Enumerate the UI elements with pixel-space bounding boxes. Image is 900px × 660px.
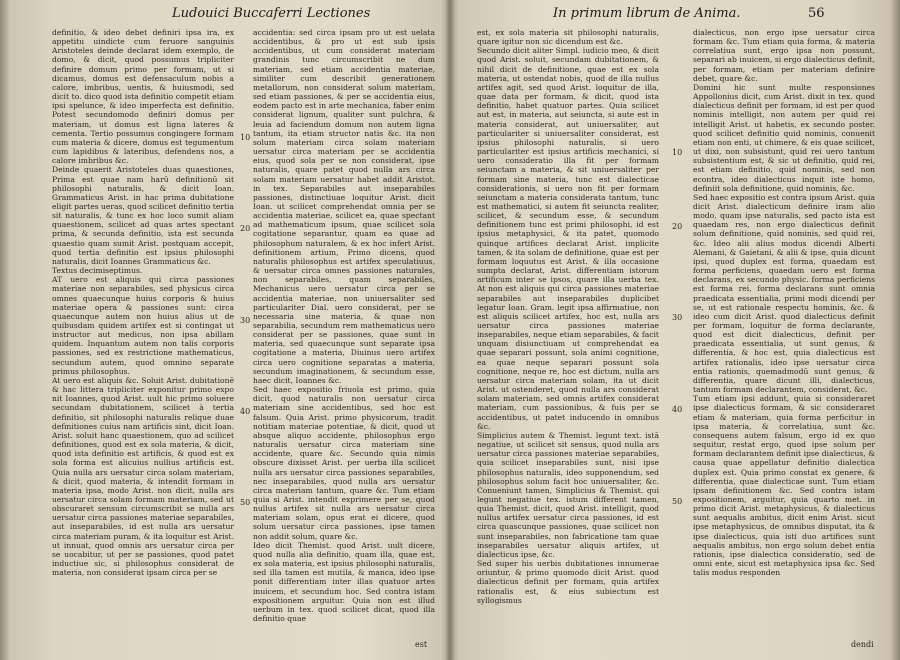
left-page-column-2: accidentia: sed circa ipsam pro ut est uelata accidentibus, & pro ut est sub ipsis accidentibus, ut cum considerat materiam grandinis tunc circumscribit ne dum materiam, sed etiam accidentia materiae, similiter cum describit generationem metallorum, non considerat solum materiam, sed etiam passiones, & per se accidentia eius, eodem pacto est in arte mechanica, faber enim considerat lignum, qualiter sunt pulchra, & leuia ad faciendum domum non autem ligna tantum, ita etiam structor natis &c. ita non solum materiam circa solam materiam uersatur circa materiam per se accidentia eius, quod sola per se non considerat, ipse naturalis, quare patet quod nulla ars circa solam materiam uersatur habet addit Aristot. in tex. Separabiles aut inseparabiles passiones, distinctiuae loquitur Arist. dicit Ioan. ut scilicet comprehendat omnia per se accidentia materiae, scilicet ea, quae spectant ad mathematicum ipsum, quae scilicet sola cogitatione separantur, quam ea quae ad philosophum naturalem, & ex hoc infert Arist. definitionem artium, Primo dicens, quod naturalis philosophus est artifex speculatiuus, & uersatur circa omnes passiones naturales, non separabiles, quam separabiles, Mechanicus uero uersatur circa per se accidentia materiae, non uniuersaliter sed particulariter Dial. uero considerat, per se necessaria sine materia, & quae non separabilia, secundum rem mathematicus uero considerat per se passiones, quae sunt in materia, sed quaecunque sunt separate ipsa cogitatione a materia, Diuinus uero artifex circa uero cognitione separatas a materia, secundum imaginationem, & secundum esse, haec dicit, Ioannes &c. Sed haec expositio friuola est primo, quia dicit, quod naturalis non uersatur circa materiam sine accidentibus, sed hoc est falsum. Quia Arist. primo physicorum, tradit notitiam materiae potentiae, & dicit, quod ut absque aliquo accidente, philosophus ergo naturalis uersatur circa materiam sine accidente, quare &c. Secundo quia nimis obscure dixisset Arist. per uerba illa scilicet nulla ars uersatur circa passiones separabiles, nec inseparabiles, quod nulla ars uersatur circa materiam tantum, quare &c. Tum etiam quia si Arist. intendit exprimere per se, quod nullus artifex sit nulla ars uersatur circa materiam solam, opus erat ei dicere, quod solum uersatur circa passiones, ipse tamen non addit solum, quare &c. Ideo dicit Themist. quod Arist. uult dicere, quod nulla alia definitio, quam illa, quae est, ex sola materia, est ipsius philosophi naturalis, sed illa tamen est mutila, & manca, ideo ipse ponit differentiam inter illas quatuor artes inuicem, et secundum hoc. Sed contra istam expositionem arguitur. Quia non est illud uerbum in tex. quod scilicet dicat, quod illa definitio quae [253,28,435,623]
line-number-10: 10 [240,133,251,142]
right-running-header: In primum librum de Anima. [553,6,741,21]
catchword: dendi [851,640,874,649]
line-number-20: 20 [672,222,683,231]
line-number-10: 10 [672,148,683,157]
right-page [451,0,900,660]
left-running-header: Ludouici Buccaferri Lectiones [172,6,371,21]
line-number-20: 20 [240,224,251,233]
left-page-column-1: definitio, & ideo debet definiri ipsa ira, ex appetitu uindicte cum feruore sanguinis Aristoteles deinde declarat idem exemplo, de domo, & dicit, quod possumus tripliciter definire domum primo per formam, ut si dicamus, domus est defensaculum nobis a calore, imbribus, uentis, & huiusmodi, sed dicit to. dico quod ista definitio competit etiam ipsi spelunce, & ideo imperfecta est definitio. Potest secundomodo definiri domus per materiam, ut domus est ligna lateres & cementa. Tertio possumus congingere formam cum materia & dicere, domus est tegumentum cum lapidibus & lateribus, defendens nos, a calore imbribus &c. Deinde quaerit Aristoteles duas quaestiones, Prima est quae nam harū definitionū sit philosophi naturalis, & dicit Ioan. Grammaticus Arist. in hac prima dubitatione eligit partes ueras, quod scilicet definitio tertia sit naturalis, & tunc ex hoc loco sumit aliam quaestionem, scilicet ad quas artes spectant prima, & secunda definitio, ista est secunda quaestio quam sumit Arist. postquam accepit, quod tertia definitio est ipsius philosophi naturalis, dicit Ioannes Grammaticus &c. Textus decimiseptimus. AT uero est aliquis qui circa passiones materiae non separabiles, sed physicus circa omnes quaecunque huius corporis & huius materiae opera & passiones sunt: circa quaecunque autem non huius alius ut de quibusdam quidem artifex est si contingat ut instructor aut medicus, non ipsa abillam quidem. Inquantum autem non talis corporis passiones, sed ex restrictione mathematicus, secundum autem, quod omnino separate primus philosophus. At uero est aliquis &c. Soluit Arist. dubitationē & hac littera tripliciter exponitur primo expo nit Ioannes, quod Arist. uult hic primo soluere secundam dubitationem, scilicet à tertia definitio, sit philosophi naturalis relique duae definitiones cuius nam artificis sint, dicit Ioan. Arist. soluit hanc quaestionem, quo ad scilicet definitiones, quod est ex sola materia, & dicit, quod ista definitio est artificis, & quod est ex sola forma est alicuius nullius artificis est. Quia nulla ars uersatur circa solam materiam, & dicit, quod materia, & intendit formam in materia ipsa, modo Arist. non dicit, nulla ars uersatur circa solam formam materiam, sed ut obscuraret sensum circumscribit se nulla ars uersatur circa passiones materiae separabiles, aut inseparabiles, id est nulla ars uersatur circa materiam puram, & ita loquitur est Arist. ut innuat, quod omnis ars uersatur circa per se uocabitur, ut per se passiones, quod patet inductiue sic, si philosophus considerat de materia, non considerat ipsam circa per se [52,28,234,578]
line-number-50: 50 [240,498,251,507]
left-page [0,0,449,660]
line-number-40: 40 [240,407,251,416]
line-number-40: 40 [672,405,683,414]
catchword: est [415,640,428,649]
line-number-30: 30 [672,313,683,322]
line-number-30: 30 [240,316,251,325]
line-number-50: 50 [672,497,683,506]
page-number: 56 [808,6,825,21]
right-page-column-1: est, ex sola materia sit philosophi naturalis, quare igitur non sic dicendum est &c. Secundo dicit aliter Simpl. iudicio meo, & dicit quod Arist. soluit, secundam dubitationem, & nihil dicit de definitione, quae est ex sola materia, ut ostendat nobis, quod de illa nullus artifex agit, sed quod Arist. loquitur de illa, quae data per formam, & dicit, quod ista definitio, habet quatuor partes. Quia scilicet aut est, in materia, aut seiuncta, si aute est in materia considerat, aut uniuersaliter, aut particulariter si uniuersaliter considerat, est ipsius philosophi naturalis, si uero particulariter est ipsius artificis mechanici, si uero consideratio illa fit per formam seiunctam a materia, & sit uniuersaliter per formam sine materia, tunc est dialecticae considerationis, si uero non fit per formam seiunctam a materia considerata tantum, tunc est mathematici, si autem fit seiuncta realiter, scilicet, & secundum esse, & secundum definitionem tunc est primi philosophi, id est ipsius metaphysici, & ita patet, quomodo quinque artifices declarat Arist. implicite tamen, & ita solam de definitione, quae est per formam loquutus est Arist. & illa occasione sumpta declarat, Arist. differentiam istorum artificum inter se ipsos, quare illa uerba tex. At non est aliquis qui circa passiones materiae separabiles aut inseparabiles duplicibet legatur Ioan. Gram. legit ipsa affirmatiue, non est aliquis scilicet artifex, hoc est, nulla ars uersatur circa passiones materiae inseparabiles, neque etiam separabiles, & facit unquam disiunctiuam ut comprehendat ea quae separari possunt, sola animi cognitione, ea quae neque separari possunt sola cognitione, neque re, hoc est dictum, nulla ars uersatur circa materiam solam, ita ut dicit Arist. ut ostenderet, quod nulla ars considerat solam materiam, sed omnis artifex considerat materiam, cum passionibus, & fuis per se accidentibus, ut patet inducendo in omnibus &c. Simplicius autem & Themist. legunt text. istā negatiue, ut scilicet sit sensus, quod nulla ars uersatur circa passiones materiae separabiles, quia scilicet inseparabiles sunt, nisi ipse philosophus naturalis, ideo supponendum, sed philosophus solum facit hoc uniuersaliter, &c. Conueniunt tamen, Simplicius & Themist. qui legunt negatiue tex. istum different tamen, quia Themist. dicit, quod Arist. intelligit, quod nullus artifex uersatur circa passiones, id est circa quascunque passiones, quae scilicet non sunt inseparabiles, non fabricatione tam quae inseparabiles uersatur aliquis artifex, ut dialecticus ipse, &c. Sed super his uerbis dubitationes innumerae oriuntur, & primo quomodo dicit Arist. quod dialecticus definit per formam, quia artifex rationalis est, & eius subiectum est syllogismus [477,28,659,605]
right-page-column-2: dialecticus, non ergo ipse uersatur circa formam &c. Tum etiam quia forma, & materia correlatiua sunt, ergo ipsa non possunt, separari ab inuicem, si ergo dialecticus definit, per formam, etiam per materiam definire debet, quare &c. Domini hic sunt multe responsiones Appollonius dicit, cum Arist. dixit in tex. quod dialecticus definit per formam, id est per quod nominis intelligit, non autem per quid rei intelligit Arist. ut habetis, ex secundo poster. quod scilicet definitio quid nominis, conuenit etiam non enti, ut chimere, & eis quae scilicet, ut dixi, non subsistunt, quid rei uero tantum subsistentium est, & sic ut definitio, quid rei, est etiam definitio, quid nominis, sed non econtra, ideo dialecticus inquit iste homo, definiit sola definitione, quid nominis, &c. Sed haec expositio est contra ipsum Arist. quia dicit Arist. dialecticum definire iram alio modo, quam ipse naturalis, sed pacto ista est quaedam res, non ergo dialecticus definit solum definitione, quid nominis, sed quid rei, &c. Ideo alii alius modus dicendi Alberti Alemani, & Gaietani, & alii & ipse, quia dicunt ipsi, quod duplex est forma, quaedam est forma perficiens, quaedam uero est forma declarans, ex secundo physic. forma perficiens est forma rei, forma declarans sunt omnia praedicata essentialia, primi modi dicendi per se, ut est rationale respectu hominis, &c. & ideo cum dicit Arist. quod dialecticus definit per formam, loquitur de forma declarante, quod est dicit dialecticus, definit per praedicata essentialia, ut sunt genus, & differentia, & hoc est, quia dialecticus est artifex rationalis, ideo ipse uersatur circa entia rationis, quemadmodū sunt genus, & differentia, quare dicunt illi, dialecticus, tantum formam declarantem, considerat, &c. Tum etiam ipsi addunt, quia si consideraret ipse dialecticus formam, & sic consideraret etiam & materiam, quia forma perficitur in ipsa materia, & correlatiua, sunt &c. consequens autem falsum, ergo id ex quo sequitur, restat ergo, quod ipse solum per formam declarantem definit ipse dialecticus, & causa quae appellatur definitio dialectica duplex est. Quia primo constat ex genere, & differentia, quae dialecticae sunt. Tum etiam ipsam definitionem &c. Sed contra istam expositionem, arguitur, quia quarto met. in primo dicit Arist. metaphysicus, & dialecticus sunt aequalis ambitus, dicit enim Arist. sicut ipse metaphysicus, de omnibus disputat, ita & ipse dialecticus, quia isti duo artifices sunt aequalis ambitus, non ergo solum debet entia rationis, ipse dialectica consideratio, sed de omni ente, sicut est metaphysica ipsa &c. Sed talis modus responden [693,28,875,578]
